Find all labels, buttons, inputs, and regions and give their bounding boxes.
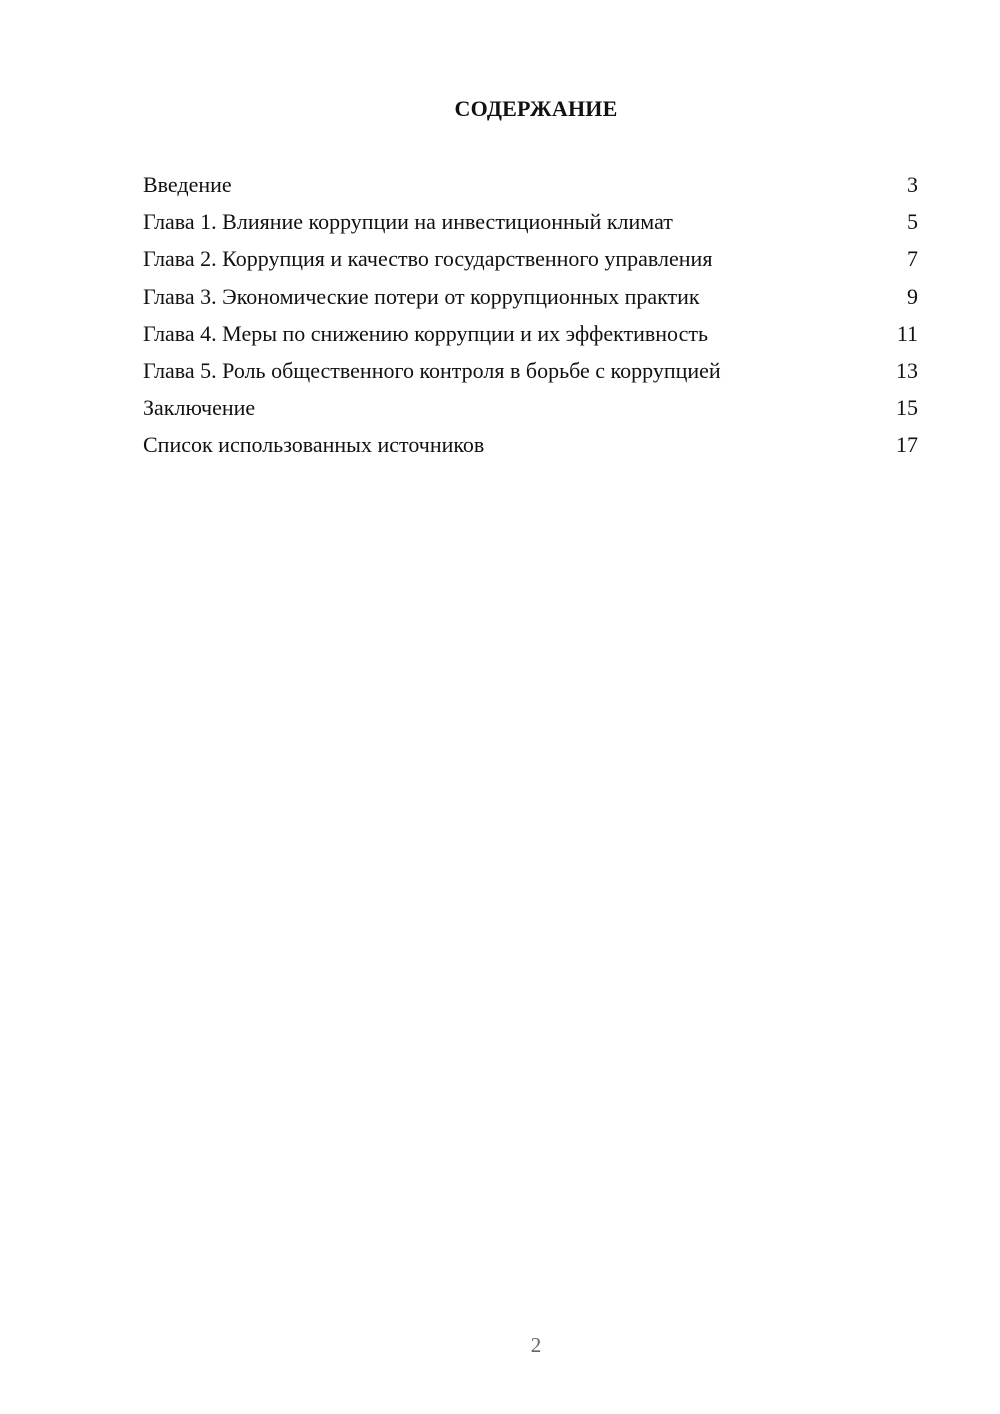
toc-item-label: Введение bbox=[143, 172, 232, 197]
toc-item-introduction bbox=[143, 169, 918, 206]
toc-item-label: Заключение bbox=[143, 395, 256, 421]
toc-item-label: Глава 4. Меры по снижению коррупции и их эффективность bbox=[143, 320, 709, 346]
toc-item-chapter-1 bbox=[143, 206, 918, 243]
toc-item-conclusion bbox=[143, 392, 918, 429]
page-number: 2 bbox=[530, 1333, 542, 1357]
toc-title: СОДЕРЖАНИЕ bbox=[454, 96, 618, 121]
toc-item-label: Глава 1. Влияние коррупции на инвестиционный климат bbox=[143, 209, 673, 235]
toc-item-page: 9 bbox=[907, 283, 918, 309]
toc-item-page: 5 bbox=[907, 209, 918, 235]
toc-item-references bbox=[143, 429, 918, 466]
toc-item-page: 15 bbox=[896, 395, 918, 421]
toc-item-chapter-2 bbox=[143, 243, 918, 280]
toc-item-label: Глава 2. Коррупция и качество государственного управления bbox=[143, 246, 713, 272]
toc-item-page: 3 bbox=[907, 172, 918, 197]
toc-item-chapter-3 bbox=[143, 281, 918, 318]
toc-item-page: 13 bbox=[896, 357, 918, 383]
table-of-contents bbox=[143, 169, 918, 467]
toc-item-label: Глава 3. Экономические потери от коррупционных практик bbox=[143, 283, 700, 309]
toc-item-chapter-4 bbox=[143, 318, 918, 355]
toc-item-page: 17 bbox=[896, 432, 918, 458]
toc-item-page: 7 bbox=[907, 246, 918, 272]
toc-item-chapter-5 bbox=[143, 355, 918, 392]
toc-item-page: 11 bbox=[896, 320, 918, 346]
toc-item-label: Список использованных источников bbox=[143, 432, 485, 458]
toc-item-label: Глава 5. Роль общественного контроля в борьбе с коррупцией bbox=[143, 357, 721, 383]
